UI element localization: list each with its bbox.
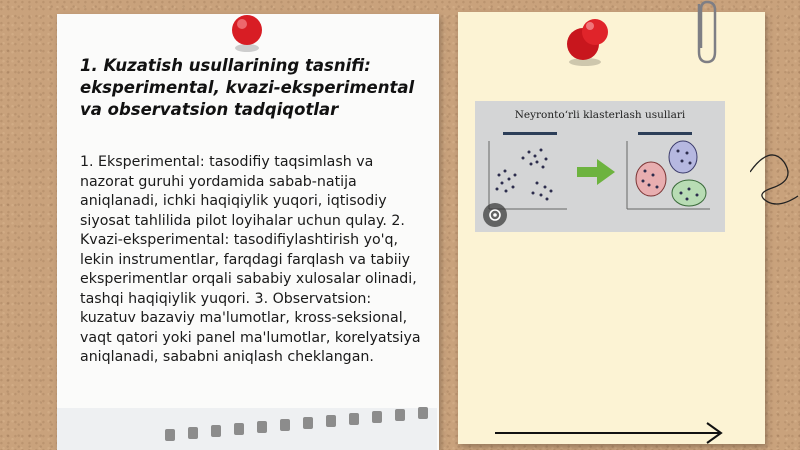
paper-clip-icon [685,0,725,70]
right-arrow-icon [493,420,725,446]
slide-body-text: 1. Eksperimental: tasodifiy taqsimlash va nazorat guruhi yordamida sabab-natija aniqlanadi, ichki haqiqiylik yuqori, iqtisodiy siyosat tahlilida pilot loyihalar uchun qulay. 2. Kvazi-eksperimental: tasodifiylashtirish yo'q, lekin instrumentlar, farqdagi farqlash va tabiiy eksperimentlar orqali sababiy xulosalar olinadi, tashqi haqiqiylik yuqori. 3. Observatsion: kuzatuv bazaviy ma'lumotlar, kross-seksional, vaqt qatori yoki panel ma'lumotlar, korelyatsiya aniqlanadi, sababni aniqlash cheklangan. [80,154,421,365]
figure-title: Neyronto‘rli klasterlash usullari [514,109,686,121]
lens-icon[interactable] [483,203,507,227]
clustering-figure [475,101,725,232]
push-pin-icon [225,10,269,54]
push-pin-icon [559,12,619,68]
slide-title: 1. Kuzatish usullarining tasnifi: eksperimental, kvazi-eksperimental va observatsion tadqiqotlar [80,56,415,119]
string-loop-decoration [750,150,800,210]
clustering-illustration [475,101,725,232]
green-arrow-icon [577,159,615,185]
perforation-holes [165,403,435,443]
